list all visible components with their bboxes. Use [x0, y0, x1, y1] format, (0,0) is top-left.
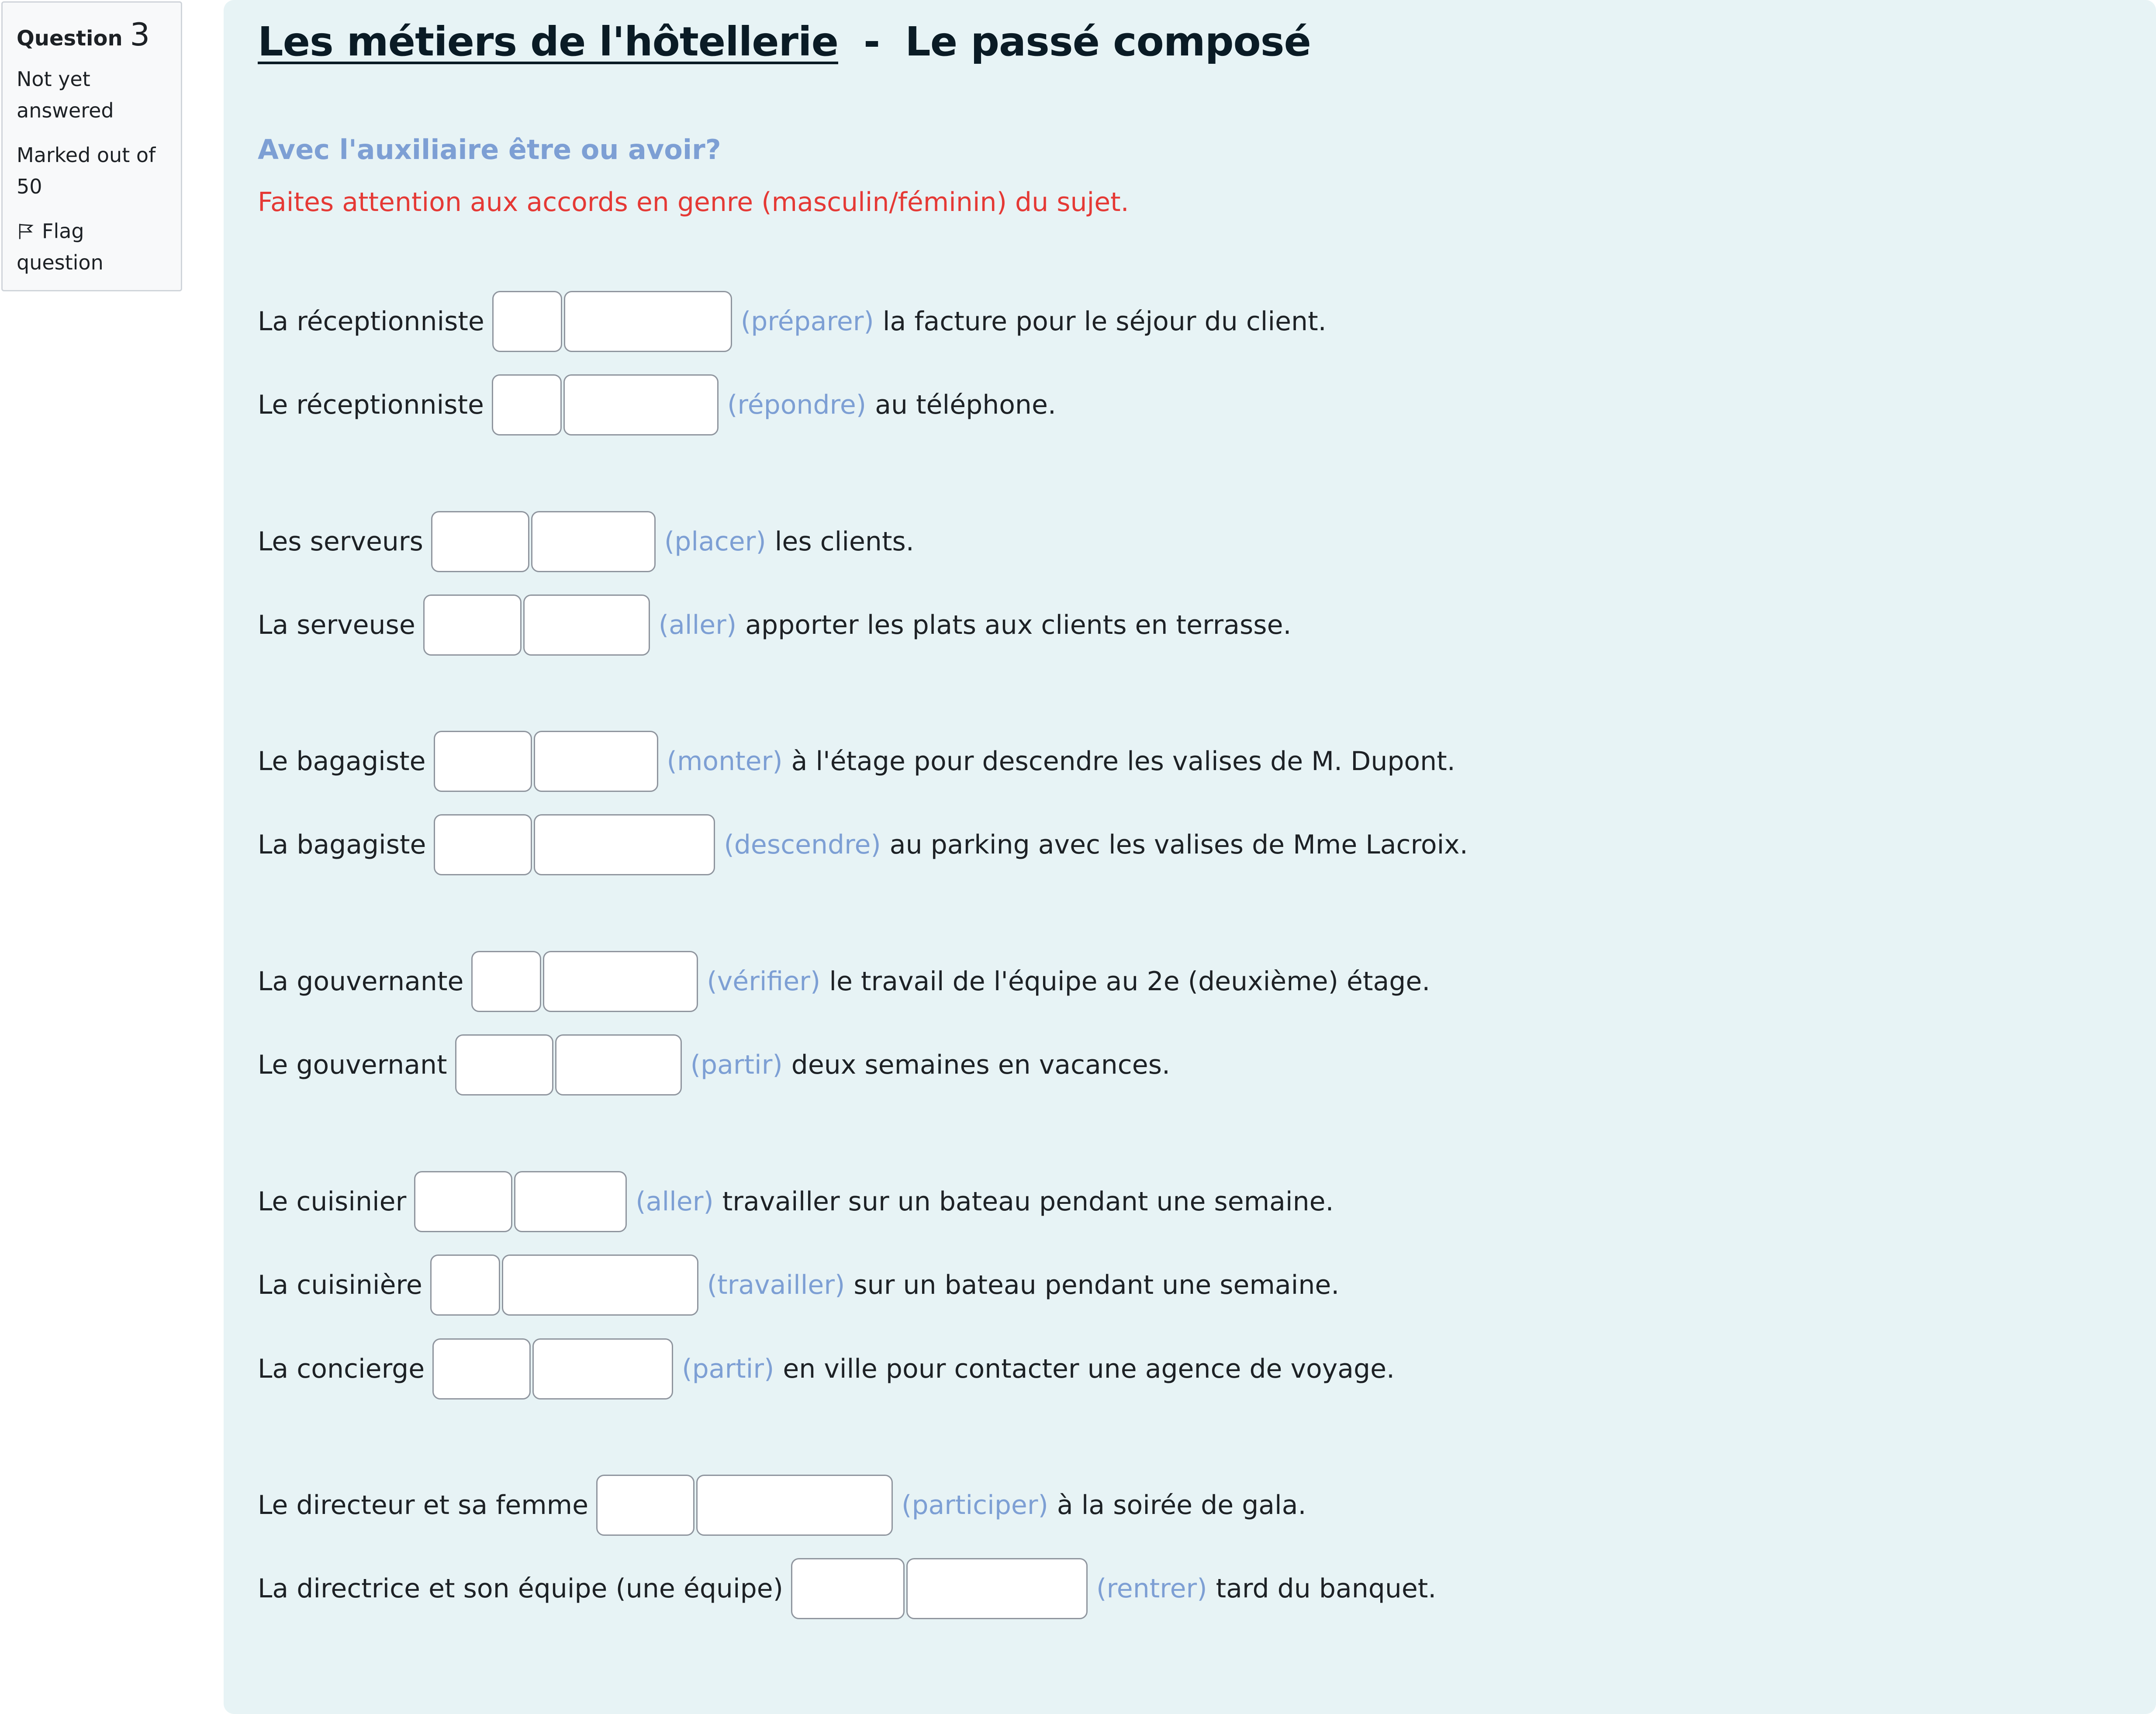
page-title — [258, 18, 1311, 65]
sentence-rest: la facture pour le séjour du client. — [882, 306, 1327, 337]
sentence-subject: La bagagiste — [258, 829, 426, 860]
participle-input[interactable] — [531, 511, 656, 572]
sentence-subject: La serveuse — [258, 610, 415, 640]
sentence-row — [258, 1170, 1334, 1233]
sentence-rest: les clients. — [774, 526, 914, 557]
sentence-row — [258, 594, 1292, 657]
auxiliary-input[interactable] — [431, 511, 529, 572]
sentence-subject: La concierge — [258, 1354, 425, 1384]
sentence-row — [258, 373, 1056, 436]
verb-hint: (répondre) — [727, 390, 867, 420]
verb-hint: (participer) — [902, 1490, 1048, 1520]
sentence-row — [258, 950, 1430, 1013]
verb-hint: (préparer) — [740, 306, 874, 337]
question-content — [224, 0, 2156, 1714]
auxiliary-input[interactable] — [471, 951, 541, 1012]
participle-input[interactable] — [532, 1338, 673, 1400]
sentence-rest: à l'étage pour descendre les valises de M. Dupont. — [791, 746, 1455, 777]
sentence-subject: La cuisinière — [258, 1270, 422, 1300]
participle-input[interactable] — [555, 1034, 682, 1095]
sentence-subject: Le directeur et sa femme — [258, 1490, 589, 1520]
sentence-row — [258, 1337, 1395, 1400]
sentence-rest: travailler sur un bateau pendant une semaine. — [722, 1186, 1334, 1217]
sentence-subject: Le réceptionniste — [258, 390, 484, 420]
auxiliary-input[interactable] — [423, 594, 522, 656]
auxiliary-input[interactable] — [492, 291, 562, 352]
sentence-rest: le travail de l'équipe au 2e (deuxième) étage. — [829, 966, 1430, 997]
participle-input[interactable] — [543, 951, 698, 1012]
sentence-subject: La réceptionniste — [258, 306, 484, 337]
sentence-subject: Le gouvernant — [258, 1050, 447, 1080]
verb-hint: (descendre) — [724, 829, 881, 860]
participle-input[interactable] — [534, 814, 715, 875]
participle-input[interactable] — [514, 1171, 627, 1232]
flag-question-link[interactable]: Flag question — [17, 219, 104, 274]
exercise-subtitle: Avec l'auxiliaire être ou avoir? — [258, 134, 721, 166]
verb-hint: (partir) — [682, 1354, 774, 1384]
sentence-row — [258, 1474, 1306, 1537]
verb-hint: (vérifier) — [707, 966, 821, 997]
auxiliary-input[interactable] — [434, 731, 532, 792]
verb-hint: (aller) — [658, 610, 737, 640]
auxiliary-input[interactable] — [432, 1338, 531, 1400]
participle-input[interactable] — [564, 291, 732, 352]
sentence-row — [258, 813, 1468, 876]
auxiliary-input[interactable] — [414, 1171, 512, 1232]
sentence-rest: deux semaines en vacances. — [791, 1050, 1171, 1080]
sentence-row — [258, 1557, 1436, 1620]
verb-hint: (rentrer) — [1096, 1573, 1207, 1604]
question-grade: Marked out of 50 — [17, 143, 156, 198]
question-info-panel — [1, 1, 182, 291]
verb-hint: (travailler) — [707, 1270, 845, 1300]
sentence-row — [258, 730, 1455, 793]
auxiliary-input[interactable] — [492, 374, 562, 435]
auxiliary-input[interactable] — [791, 1558, 905, 1619]
sentence-rest: à la soirée de gala. — [1057, 1490, 1306, 1520]
sentence-subject: Le bagagiste — [258, 746, 426, 777]
sentence-rest: au téléphone. — [875, 390, 1056, 420]
sentence-subject: La directrice et son équipe (une équipe) — [258, 1573, 784, 1604]
participle-input[interactable] — [523, 594, 650, 656]
auxiliary-input[interactable] — [455, 1034, 553, 1095]
sentence-subject: La gouvernante — [258, 966, 464, 997]
participle-input[interactable] — [534, 731, 658, 792]
participle-input[interactable] — [563, 374, 719, 435]
flag-icon — [17, 221, 36, 241]
sentence-rest: tard du banquet. — [1216, 1573, 1437, 1604]
verb-hint: (aller) — [636, 1186, 714, 1217]
participle-input[interactable] — [502, 1254, 698, 1316]
auxiliary-input[interactable] — [430, 1254, 500, 1316]
exercise-instruction: Faites attention aux accords en genre (masculin/féminin) du sujet. — [258, 187, 1129, 218]
title-separator: - — [863, 18, 880, 65]
question-state: Not yet answered — [17, 67, 114, 122]
participle-input[interactable] — [696, 1475, 893, 1536]
sentence-row — [258, 290, 1327, 353]
sentence-rest: en ville pour contacter une agence de voyage. — [783, 1354, 1395, 1384]
sentence-row — [258, 510, 914, 573]
sentence-row — [258, 1254, 1339, 1317]
auxiliary-input[interactable] — [434, 814, 532, 875]
verb-hint: (monter) — [667, 746, 783, 777]
verb-hint: (partir) — [690, 1050, 783, 1080]
sentence-subject: Les serveurs — [258, 526, 423, 557]
topic-title: Le passé composé — [905, 18, 1311, 65]
sentence-rest: apporter les plats aux clients en terrasse. — [745, 610, 1292, 640]
auxiliary-input[interactable] — [596, 1475, 694, 1536]
sentence-subject: Le cuisinier — [258, 1186, 407, 1217]
verb-hint: (placer) — [664, 526, 766, 557]
sentence-rest: sur un bateau pendant une semaine. — [853, 1270, 1340, 1300]
sentence-row — [258, 1033, 1170, 1096]
question-number: Question 3 — [17, 16, 150, 53]
sentence-rest: au parking avec les valises de Mme Lacroix. — [889, 829, 1468, 860]
lesson-title: Les métiers de l'hôtellerie — [258, 18, 838, 65]
participle-input[interactable] — [906, 1558, 1088, 1619]
